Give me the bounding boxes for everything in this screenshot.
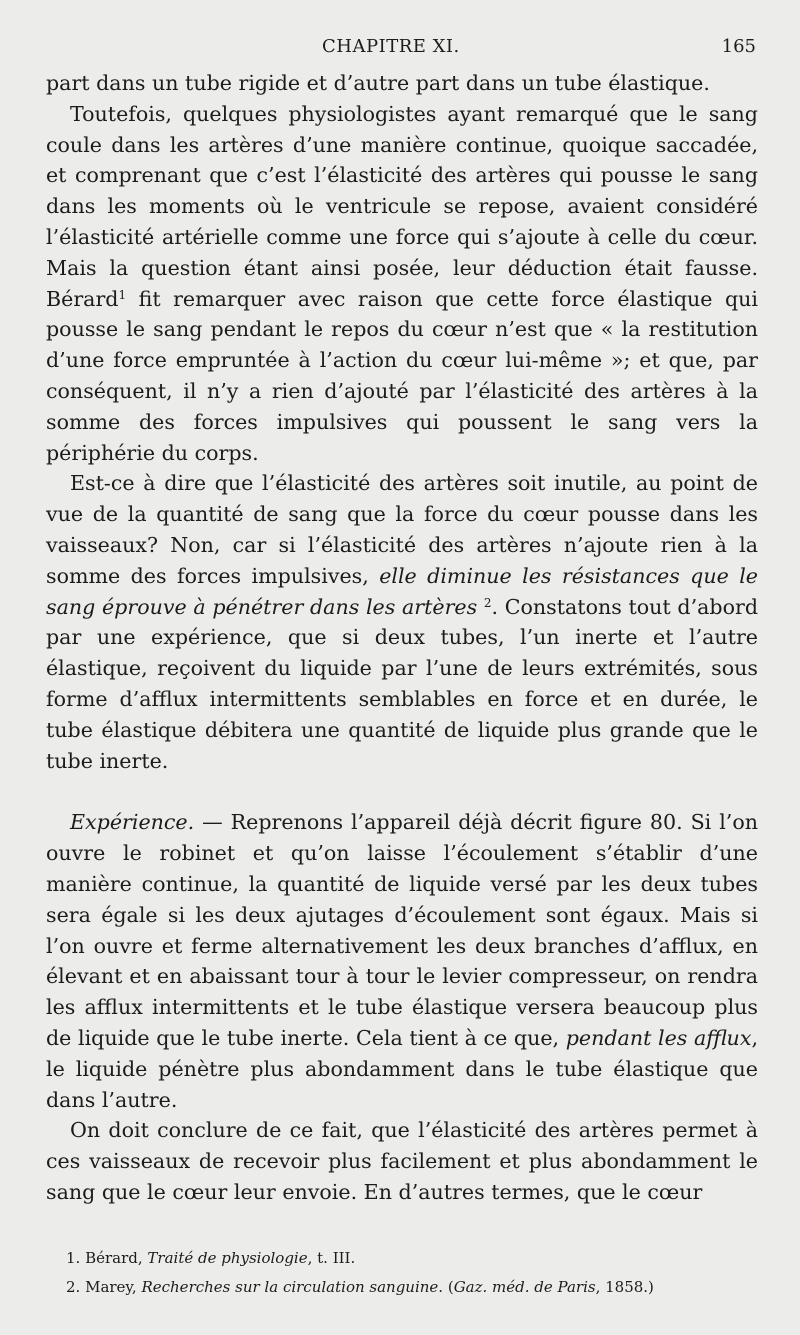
text-run: On doit conclure de ce fait, que l’élasticité des artères permet à ces vaisseaux de recevoir plus facilement et plus abondamment le sang que le cœur leur envoie. En d’autres termes, que le cœur [46, 1118, 758, 1204]
italic-run: Recherches sur la circulation sanguine [141, 1278, 439, 1296]
text-run: , t. III. [307, 1249, 356, 1267]
body-text [46, 68, 758, 1208]
italic-run: Expérience. [70, 810, 195, 835]
text-run: fit remarquer avec raison que cette force élastique qui pousse le sang pendant le repos du cœur n’est que « la restitution d’une force empruntée à l’action du cœur lui-même »; et que, par conséquent, il n’y a rien d’ajouté par l’élasticité des artères à la somme des forces impulsives qui poussent le sang vers la périphérie du corps. [46, 286, 758, 465]
text-run [477, 595, 484, 619]
italic-run: Gaz. méd. de Paris [453, 1278, 596, 1296]
text-run: . ( [438, 1278, 454, 1296]
text-run: 2. Marey, [66, 1278, 142, 1296]
text-run: , le liquide pénètre plus abondamment dans le tube élastique que dans l’autre. [46, 1025, 758, 1112]
text-run: . Constatons tout d’abord par une expérience, que si deux tubes, l’un inerte et l’autre élastique, reçoivent du liquide par l’une de leurs extrémités, sous forme d’afflux intermittents semblables en force et en durée, le tube élastique débitera une quantité de liquide plus grande que le tube inerte. [46, 594, 758, 773]
italic-run: pendant les afflux [565, 1025, 752, 1050]
text-run: 1. Bérard, [66, 1249, 148, 1267]
text-run: — Reprenons l’appareil déjà décrit figure 80. Si l’on ouvre le robinet et qu’on laisse l’écoulement s’établir d’une manière continue, la quantité de liquide versé par les deux tubes sera égale si les deux ajutages d’écoulement sont égaux. Mais si l’on ouvre et ferme alternativement les deux branches d’afflux, en élevant et en abaissant tour à tour le levier compresseur, on rendra les afflux intermittents et le tube élastique versera beaucoup plus de liquide que le tube inerte. Cela tient à ce que, [46, 810, 758, 1050]
italic-run: Traité de physiologie [147, 1249, 308, 1267]
text-run: , 1858.) [595, 1278, 654, 1296]
footnote-ref: 1 [118, 287, 127, 302]
paragraph-experience [46, 807, 758, 1115]
footnote-2 [66, 1273, 756, 1302]
chapter-title: CHAPITRE XI. [322, 36, 460, 57]
footnote-1 [66, 1244, 756, 1273]
running-header [46, 36, 756, 60]
text-run: Toutefois, quelques physiologistes ayant remarqué que le sang coule dans les artères d’une manière continue, quoique saccadée, et comprenant que c’est l’élasticité des artères qui pousse le sang dans les moments où le ventricule se repose, avaient considéré l’élasticité artérielle comme une force qui s’ajoute à celle du cœur. Mais la question étant ainsi posée, leur déduction était fausse. Bérard [46, 101, 758, 311]
paragraph-toutefois [46, 99, 758, 469]
paragraph-conclusion [46, 1115, 758, 1207]
paragraph-continuation [46, 68, 758, 99]
footnote-ref: 2 [483, 595, 492, 610]
text-run: Est-ce à dire que l’élasticité des artères soit inutile, au point de vue de la quantité de sang que la force du cœur pousse dans les vaisseaux? Non, car si l’élasticité des artères n’ajoute rien à la somme des forces impulsives, [46, 471, 758, 588]
footnotes [66, 1244, 756, 1302]
page-number: 165 [721, 36, 756, 57]
paragraph-est-ce-a-dire [46, 468, 758, 776]
italic-run: elle diminue les résistances que le sang éprouve à pénétrer dans les artères [46, 563, 758, 619]
text-run: part dans un tube rigide et d’autre part dans un tube élastique. [46, 71, 710, 95]
